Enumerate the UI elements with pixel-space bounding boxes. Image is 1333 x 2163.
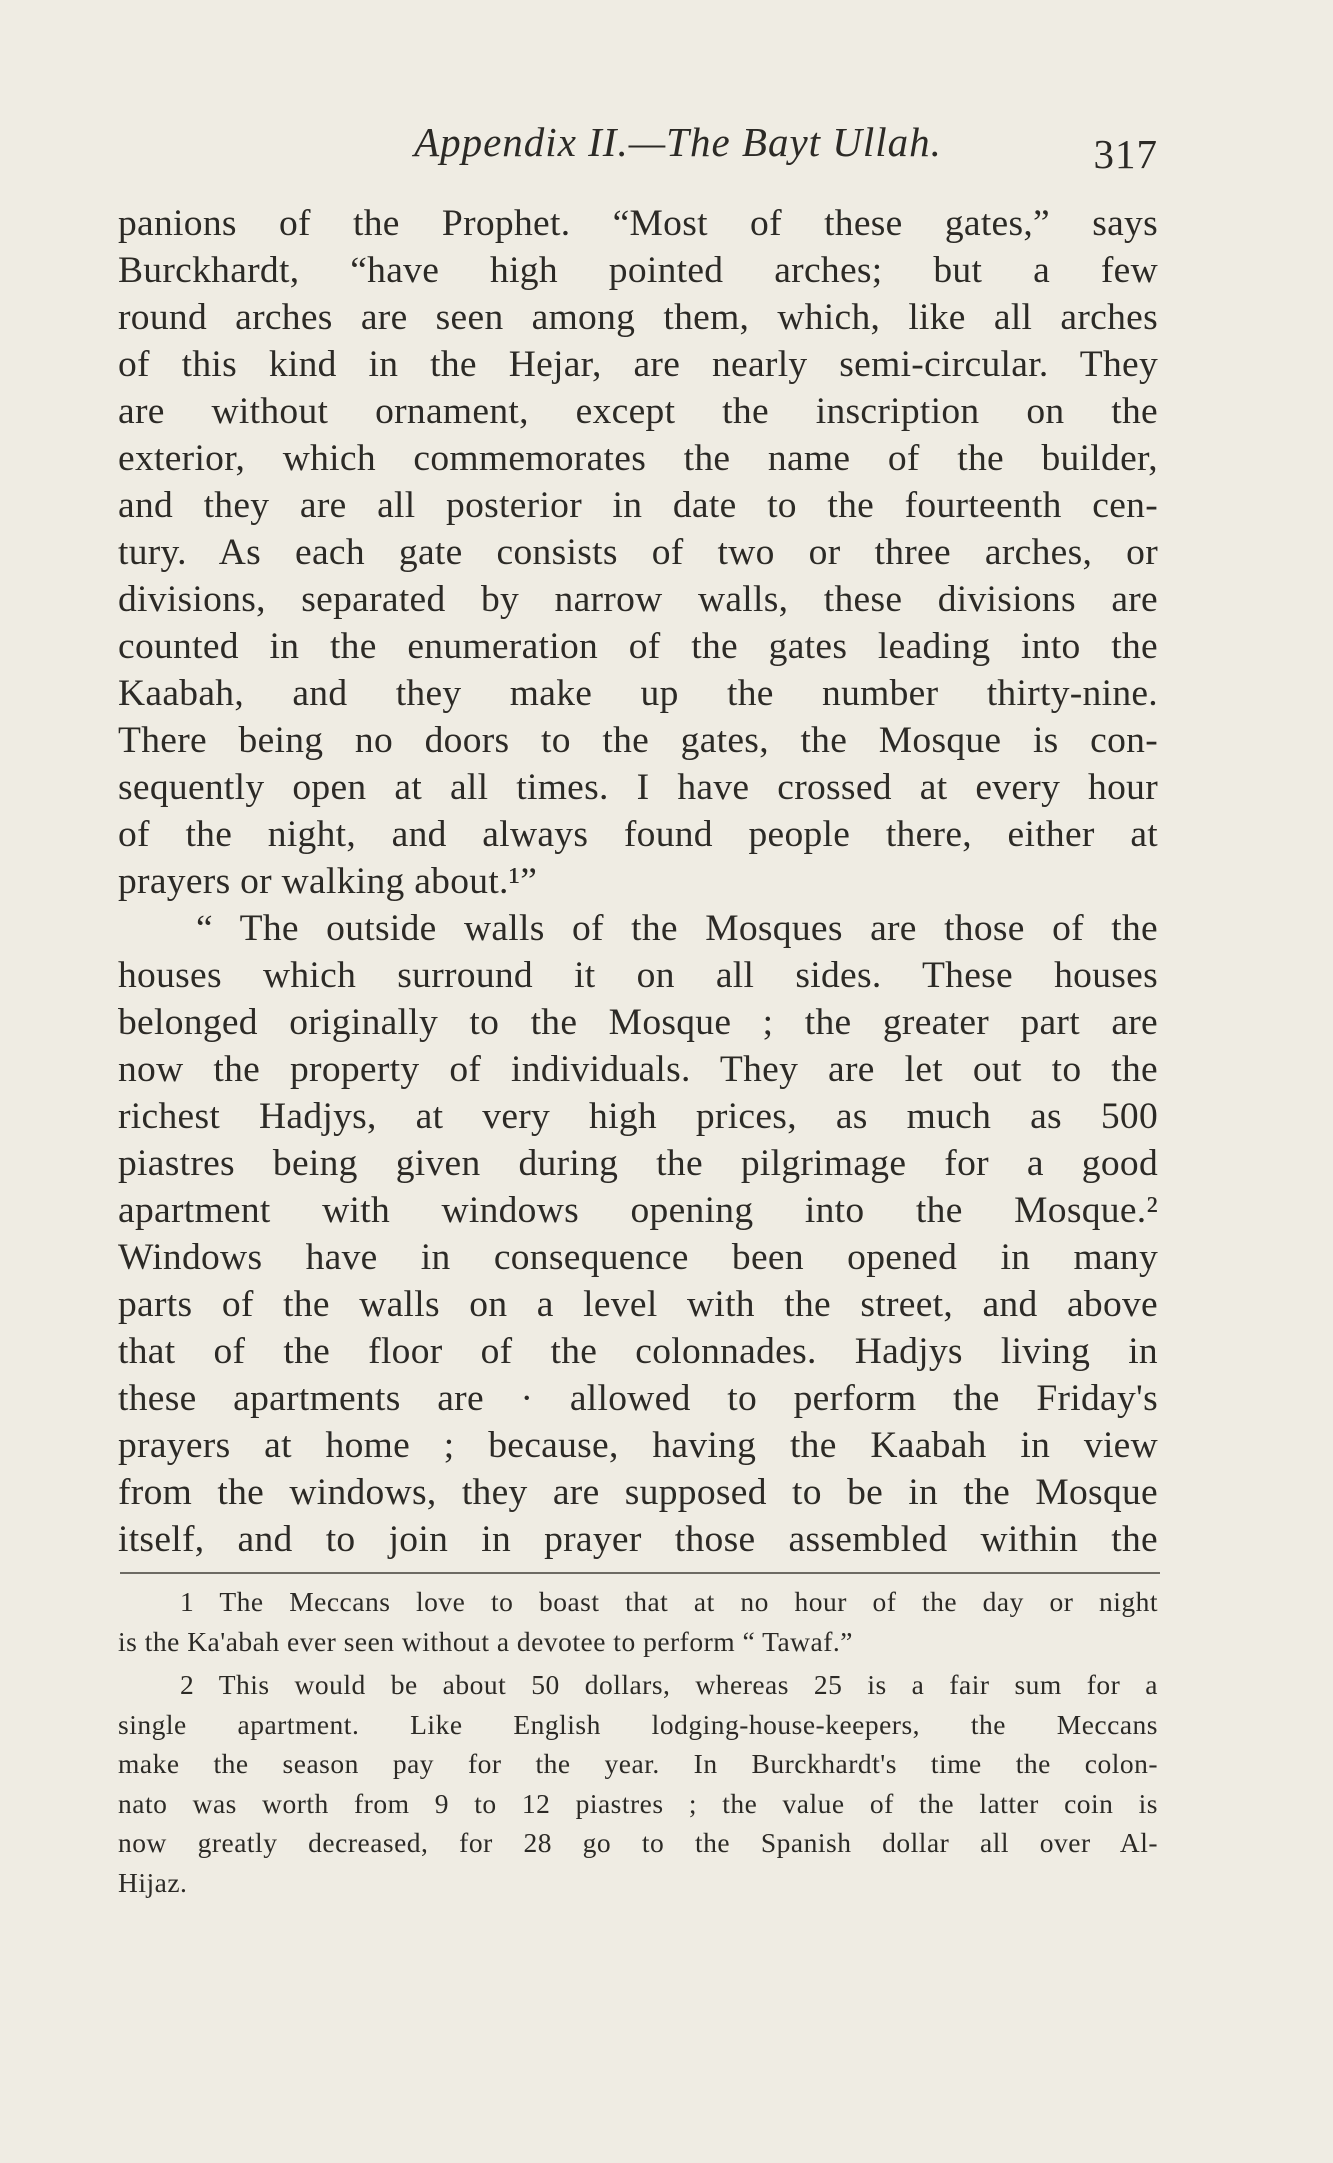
body-line: prayers or walking about.¹” [118, 861, 538, 902]
footnote-line: Hijaz. [118, 1866, 188, 1898]
body-line: are without ornament, except the inscription on the [118, 391, 1158, 432]
footnotes [118, 1582, 1158, 1902]
body-line: Kaabah, and they make up the number thirty-nine. [118, 673, 1158, 714]
body-line: prayers at home ; because, having the Kaabah in view [118, 1425, 1158, 1466]
footnote-line: is the Ka'abah ever seen without a devotee to perform “ Tawaf.” [118, 1625, 853, 1657]
body-line: round arches are seen among them, which, like all arches [118, 297, 1158, 338]
footnote-rule [120, 1572, 1160, 1574]
body-line: piastres being given during the pilgrimage for a good [118, 1143, 1158, 1184]
footnote-1 [118, 1582, 1158, 1661]
body-line: and they are all posterior in date to the fourteenth cen- [118, 485, 1158, 526]
body-line: divisions, separated by narrow walls, these divisions are [118, 579, 1158, 620]
body-line: apartment with windows opening into the Mosque.² [118, 1190, 1158, 1231]
body-line: from the windows, they are supposed to be in the Mosque [118, 1472, 1158, 1513]
body-line: Windows have in consequence been opened in many [118, 1237, 1158, 1278]
body-line: of the night, and always found people there, either at [118, 814, 1158, 855]
body-line: counted in the enumeration of the gates leading into the [118, 626, 1158, 667]
page-number: 317 [1093, 131, 1158, 177]
body-line: of this kind in the Hejar, are nearly semi-circular. They [118, 344, 1158, 385]
body-line: now the property of individuals. They are let out to the [118, 1049, 1158, 1090]
body-line: richest Hadjys, at very high prices, as much as 500 [118, 1096, 1158, 1137]
footnote-line: 2 This would be about 50 dollars, whereas 25 is a fair sum for a [180, 1669, 1158, 1700]
body-line: parts of the walls on a level with the street, and above [118, 1284, 1158, 1325]
body-text [118, 200, 1158, 1563]
body-line: belonged originally to the Mosque ; the greater part are [118, 1002, 1158, 1043]
running-head: Appendix II.—The Bayt Ullah. [414, 119, 942, 165]
body-line: There being no doors to the gates, the Mosque is con- [118, 720, 1158, 761]
footnote-line: nato was worth from 9 to 12 piastres ; the value of the latter coin is [118, 1787, 1158, 1819]
body-line: Burckhardt, “have high pointed arches; but a few [118, 250, 1158, 291]
body-line: “ The outside walls of the Mosques are those of the [196, 908, 1158, 949]
body-line: that of the floor of the colonnades. Hadjys living in [118, 1331, 1158, 1372]
footnote-line: 1 The Meccans love to boast that at no hour of the day or night [180, 1586, 1158, 1617]
body-line: panions of the Prophet. “Most of these gates,” says [118, 203, 1158, 244]
body-line: itself, and to join in prayer those assembled within the [118, 1519, 1158, 1560]
body-line: these apartments are · allowed to perform the Friday's [118, 1378, 1158, 1419]
body-line: houses which surround it on all sides. These houses [118, 955, 1158, 996]
body-line: tury. As each gate consists of two or three arches, or [118, 532, 1158, 573]
footnote-2 [118, 1665, 1158, 1902]
body-line: sequently open at all times. I have crossed at every hour [118, 767, 1158, 808]
footnote-line: now greatly decreased, for 28 go to the Spanish dollar all over Al- [118, 1827, 1158, 1858]
footnote-line: make the season pay for the year. In Burckhardt's time the colon- [118, 1748, 1158, 1779]
body-line: exterior, which commemorates the name of the builder, [118, 438, 1158, 479]
footnote-line: single apartment. Like English lodging-house-keepers, the Meccans [118, 1708, 1158, 1740]
page-header [118, 118, 1158, 178]
